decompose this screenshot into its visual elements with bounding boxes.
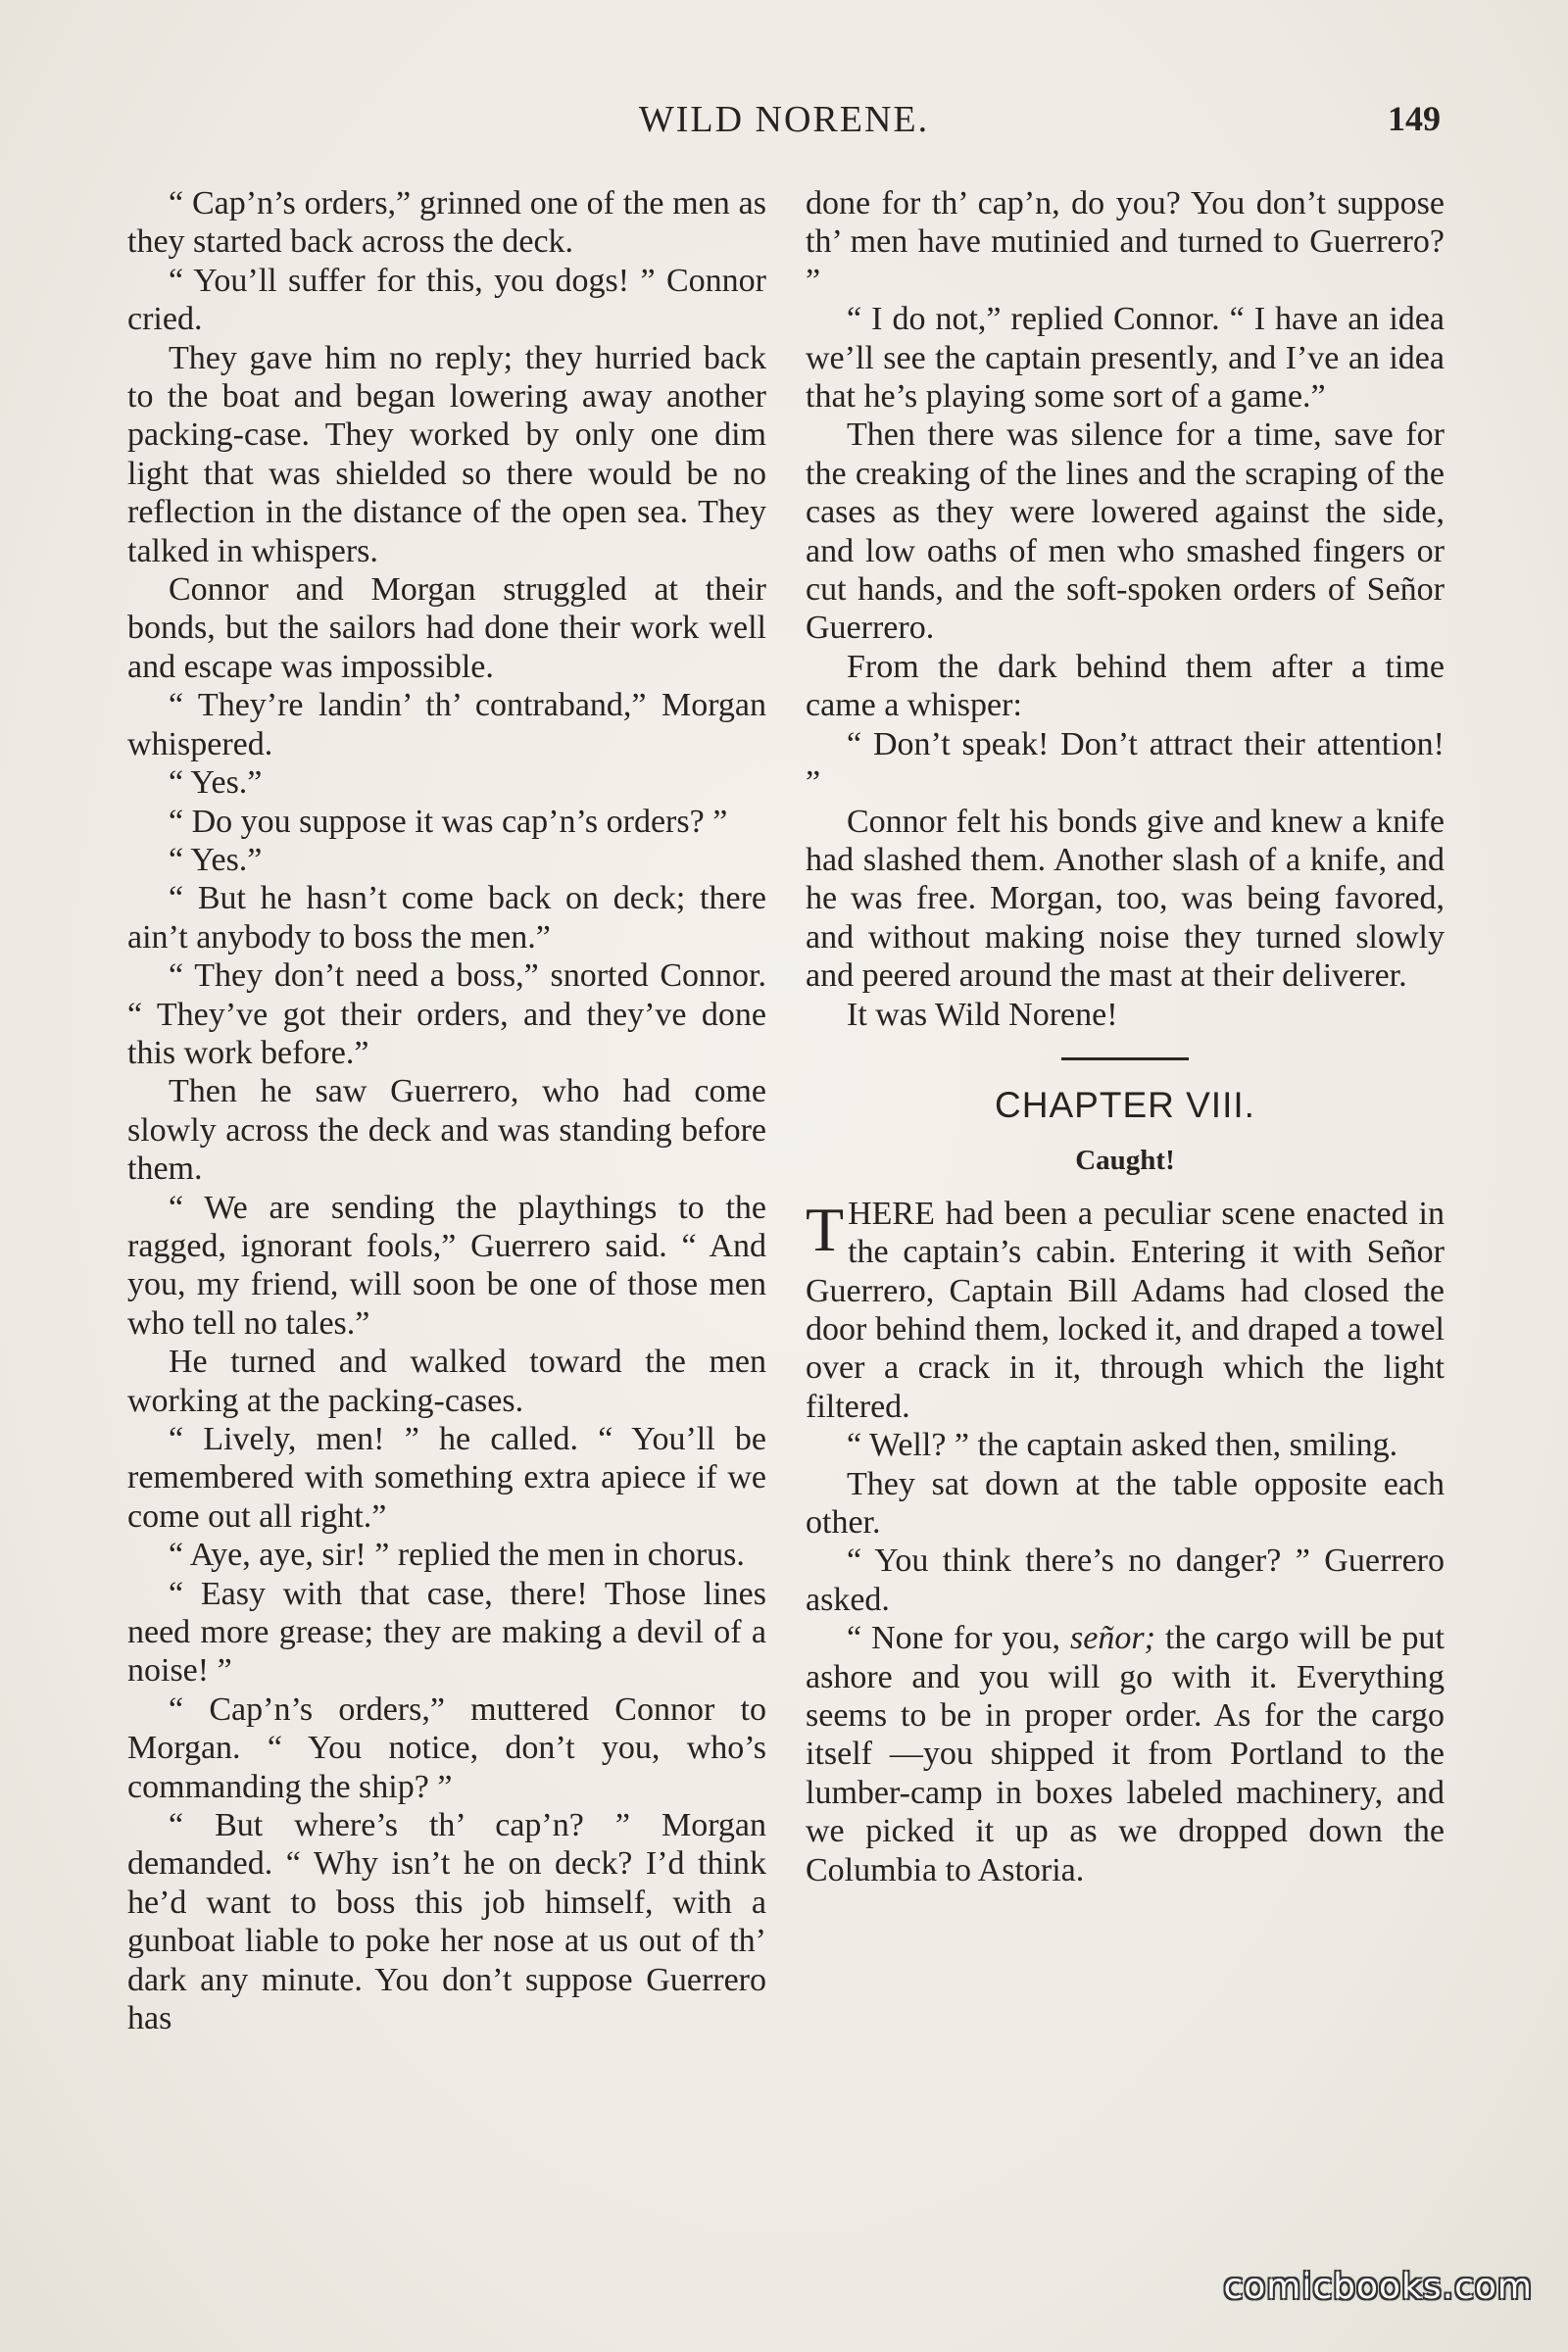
paragraph: “ They don’t need a boss,” snorted Connor. “ They’ve got their orders, and they’ve done this work before.” [127,957,766,1071]
page-number: 149 [1388,99,1441,138]
paragraph: “ Yes.” [169,764,263,802]
last-paragraph-end: the cargo will be put ashore and you will go with it. Everything seems to be in proper order. As for the cargo itself —you shipped it from Portland to the lumber-camp in boxes labeled machinery, and we picked it up as we dropped down the Columbia to Astoria. [806,1620,1445,1888]
paragraph: “ I do not,” replied Connor. “ I have an idea we’ll see the captain presently, and I’ve an idea that he’s playing some sort of a game.” [806,301,1445,416]
paragraph: “ But he hasn’t come back on deck; there ain’t anybody to boss the men.” [127,880,766,956]
paragraph: Then he saw Guerrero, who had come slowly across the deck and was standing before them. [127,1073,766,1188]
paragraph: “ Aye, aye, sir! ” replied the men in chorus. [169,1537,745,1574]
paragraph: “ Do you suppose it was cap’n’s orders? ” [169,803,728,840]
section-divider [1061,1057,1189,1060]
drop-cap: T [806,1194,845,1264]
italic-senor: señor; [1070,1620,1155,1657]
paragraph: Then there was silence for a time, save for the creaking of the lines and the scraping of the cases as they were lowered against the side, and low oaths of men who smashed fingers or cut hands, and the soft-spoken orders of Señor Guerrero. [806,416,1445,647]
watermark: comicbooks.com [1223,2267,1533,2307]
chapter-first-paragraph [806,1195,1445,1426]
paragraph: They gave him no reply; they hurried back to the boat and began lowering away another packing-case. They worked by only one dim light that was shielded so there would be no reflection in the distance of the open sea. They talked in whispers. [127,339,766,569]
paragraph: “ Cap’n’s orders,” muttered Connor to Morgan. “ You notice, don’t you, who’s commanding the ship? ” [127,1690,766,1805]
right-column [806,184,1445,1889]
last-paragraph-start: “ None for you, [847,1620,1071,1657]
paragraph: “ But where’s th’ cap’n? ” Morgan demanded. “ Why isn’t he on deck? I’d think he’d want to boss this job himself, with a gunboat liable to poke her nose at us out of th’ dark any minute. You don’t suppose Guerrero has [127,1807,766,2037]
paragraph: It was Wild Norene! [847,996,1118,1033]
paragraph-continued: done for th’ cap’n, do you? You don’t suppose th’ men have mutinied and turned to Guerrero? ” [806,185,1445,299]
paragraph: “ Well? ” the captain asked then, smiling. [847,1427,1398,1464]
paragraph: “ Cap’n’s orders,” grinned one of the men as they started back across the deck. [127,185,766,261]
paragraph: “ Yes.” [169,841,263,878]
paragraph: “ You’ll suffer for this, you dogs! ” Connor cried. [127,262,766,338]
first-paragraph-text: HERE had been a peculiar scene enacted in the captain’s cabin. Entering it with Señor Guerrero, Captain Bill Adams had closed the door behind them, locked it, and draped a towel over a crack in it, through which the light filtered. [806,1195,1445,1425]
paragraph: “ Easy with that case, there! Those lines need more grease; they are making a devil of a noise! ” [127,1575,766,1690]
paragraph: “ Don’t speak! Don’t attract their attention! ” [806,725,1445,802]
left-column [127,184,766,2038]
running-title: WILD NORENE. [638,99,930,140]
paragraph [806,1619,1445,1889]
paragraph: “ You think there’s no danger? ” Guerrero asked. [806,1543,1445,1618]
chapter-subtitle: Caught! [1075,1145,1175,1177]
paragraph: Connor and Morgan struggled at their bonds, but the sailors had done their work well and escape was impossible. [127,571,766,685]
paragraph: “ Lively, men! ” he called. “ You’ll be remembered with something extra apiece if we come out all right.” [127,1421,766,1535]
paragraph: Connor felt his bonds give and knew a knife had slashed them. Another slash of a knife, and he was free. Morgan, too, was being favored, and without making noise they turned slowly and peered around the mast at their deliverer. [806,803,1445,995]
paragraph: They sat down at the table opposite each other. [806,1465,1445,1541]
page-header [127,90,1441,149]
paragraph: “ They’re landin’ th’ contraband,” Morgan whispered. [127,687,766,762]
paragraph: He turned and walked toward the men working at the packing-cases. [127,1344,766,1419]
paragraph: From the dark behind them after a time came a whisper: [806,648,1445,724]
paragraph: “ We are sending the playthings to the ragged, ignorant fools,” Guerrero said. “ And you, my friend, will soon be one of those men who tell no tales.” [127,1189,766,1342]
chapter-title: CHAPTER VIII. [995,1084,1255,1125]
